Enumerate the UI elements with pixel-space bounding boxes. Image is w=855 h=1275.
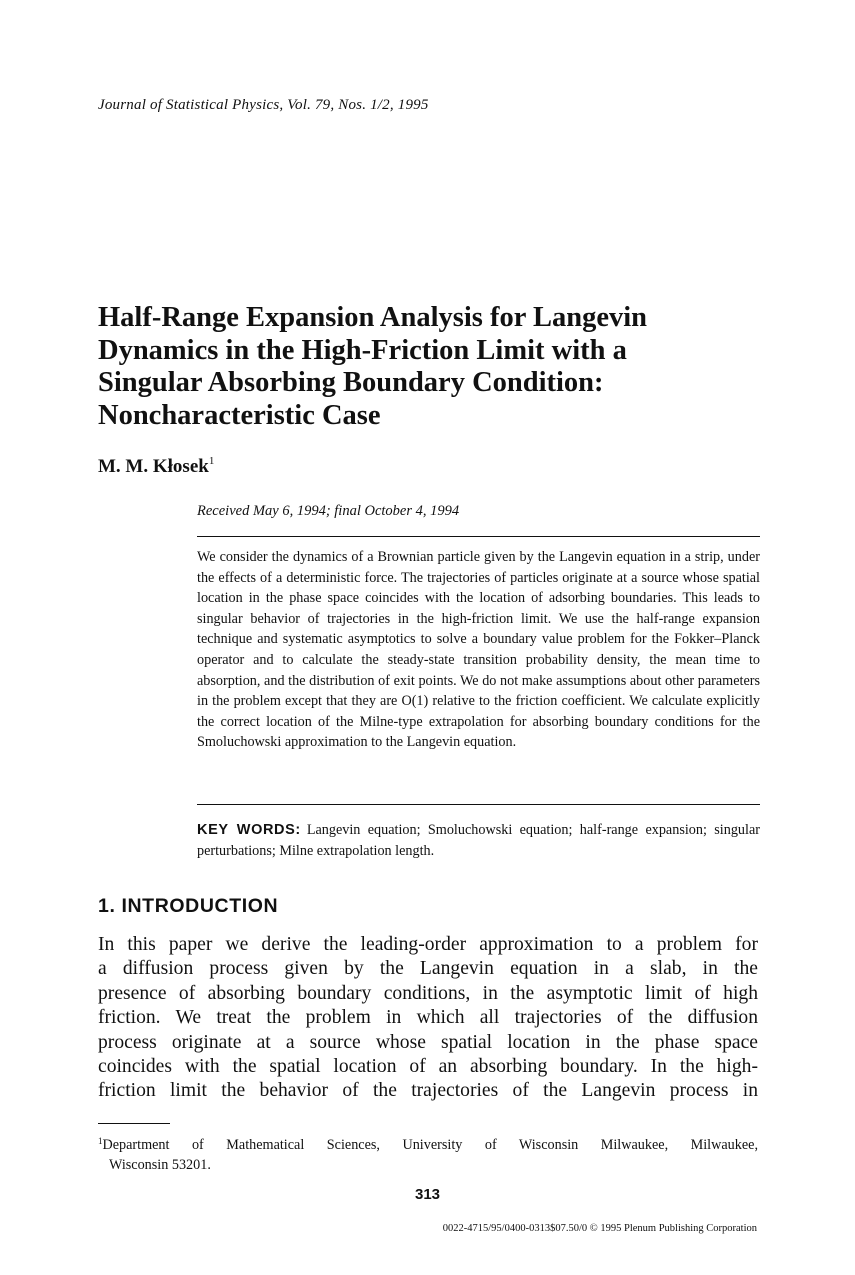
received-dates: Received May 6, 1994; final October 4, 1994 bbox=[197, 503, 460, 519]
abstract-top-rule bbox=[197, 536, 760, 537]
body-line: In this paper we derive the leading-order approximation to a problem for bbox=[98, 934, 758, 955]
keywords-text: Langevin equation; Smoluchowski equation; half-range expansion; singular perturbations; Milne extrapolation length. bbox=[197, 822, 760, 859]
body-line: presence of absorbing boundary conditions, in the asymptotic limit of high bbox=[98, 982, 758, 1004]
body-line: process originate at a source whose spatial location in the phase space bbox=[98, 1031, 758, 1053]
author-name: M. M. Kłosek bbox=[98, 456, 209, 477]
section-heading: 1. INTRODUCTION bbox=[98, 895, 279, 917]
body-line: friction. We treat the problem in which all trajectories of the diffusion bbox=[98, 1007, 758, 1029]
keywords-label: KEY WORDS: bbox=[197, 822, 301, 838]
body-line: coincides with the spatial location of an absorbing boundary. In the high- bbox=[98, 1056, 758, 1078]
introduction-paragraph bbox=[98, 933, 758, 1104]
author bbox=[98, 455, 214, 478]
abstract: We consider the dynamics of a Brownian particle given by the Langevin equation in a strip, under the effects of a deterministic force. The trajectories of particles originate at a source whose spatial location in the phase space coincides with the location of adsorbing boundaries. This leads to singular behavior of trajectories in the high-friction limit. We use the half-range expansion technique and systematic asymptotics to solve a boundary value problem for the Fokker–Planck operator and to calculate the steady-state transition probability density, the mean time to absorption, and the distribution of exit points. We do not make assumptions about other parameters in the problem except that they are O(1) relative to the friction coefficient. We calculate explicitly the correct location of the Milne-type extrapolation for absorbing boundary conditions for the Smoluchowski approximation to the Langevin equation. bbox=[197, 549, 760, 751]
title-line: Noncharacteristic Case bbox=[98, 399, 381, 431]
abstract-bottom-rule bbox=[197, 804, 760, 805]
footnote bbox=[98, 1131, 758, 1175]
footnote-text: Department of Mathematical Sciences, University of Wisconsin Milwaukee, Milwaukee, bbox=[102, 1137, 758, 1153]
body-line: friction limit the behavior of the trajectories of the Langevin process in bbox=[98, 1080, 758, 1102]
page-number: 313 bbox=[414, 1186, 441, 1203]
footnote-line bbox=[98, 1131, 758, 1155]
title-line: Half-Range Expansion Analysis for Langevin bbox=[98, 302, 648, 333]
paper-title bbox=[98, 302, 738, 432]
author-footnote-mark: 1 bbox=[208, 455, 215, 467]
body-line: a diffusion process given by the Langevin equation in a slab, in the bbox=[98, 958, 758, 980]
keywords bbox=[197, 820, 760, 861]
footnote-rule bbox=[98, 1123, 170, 1124]
copyright-line: 0022-4715/95/0400-0313$07.50/0 © 1995 Plenum Publishing Corporation bbox=[442, 1223, 757, 1234]
title-line: Dynamics in the High-Friction Limit with a bbox=[98, 334, 627, 366]
title-line: Singular Absorbing Boundary Condition: bbox=[98, 367, 604, 398]
footnote-mark: 1 bbox=[98, 1136, 103, 1146]
journal-header: Journal of Statistical Physics, Vol. 79, Nos. 1/2, 1995 bbox=[98, 97, 429, 113]
footnote-line: Wisconsin 53201. bbox=[109, 1157, 211, 1173]
